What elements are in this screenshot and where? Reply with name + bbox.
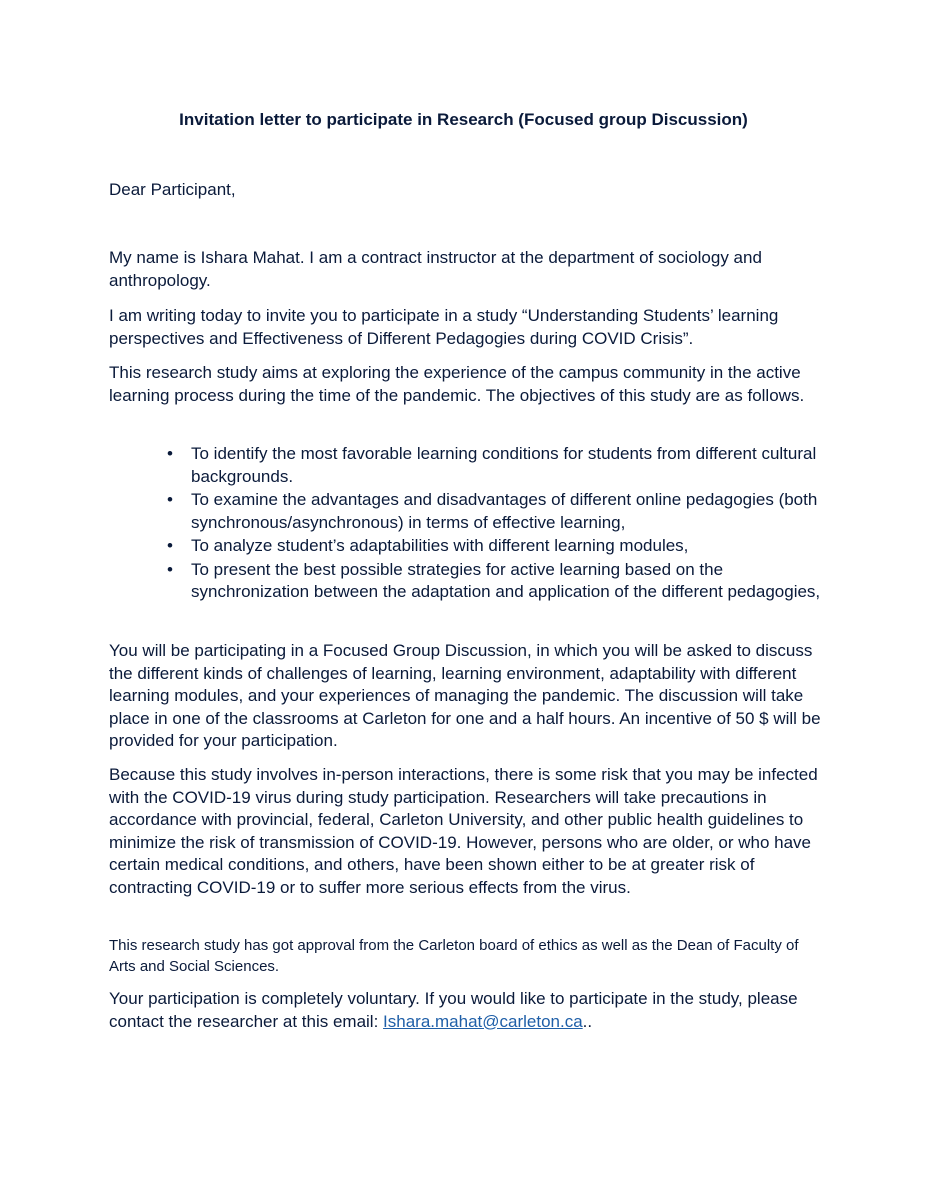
paragraph-participation: You will be participating in a Focused Group Discussion, in which you will be asked to discuss the different kinds of challenges of learning, learning environment, adaptability with different learning modules, and your experiences of managing the pandemic. The discussion will take place in one of the classrooms at Carleton for one and a half hours. An incentive of 50 $ will be provided for your participation. [109, 641, 821, 750]
paragraph-aims: This research study aims at exploring the experience of the campus community in the active learning process during the time of the pandemic. The objectives of this study are as follows. [109, 363, 805, 405]
objective-text: To examine the advantages and disadvantages of different online pedagogies (both synchronous/asynchronous) in terms of effective learning, [191, 490, 818, 532]
paragraph-ethics: This research study has got approval from the Carleton board of ethics as well as the Dean of Faculty of Arts and Social Sciences. [109, 937, 799, 975]
objective-item [109, 443, 821, 488]
paragraph-intro: My name is Ishara Mahat. I am a contract instructor at the department of sociology and anthropology. [109, 248, 762, 290]
contact-trailing-text: .. [582, 1011, 593, 1031]
bullet-icon: • [167, 559, 173, 579]
bullet-icon: • [167, 536, 173, 555]
paragraph-invite: I am writing today to invite you to participate in a study “Understanding Students’ learning perspectives and Effectiveness of Different Pedagogies during COVID Crisis”. [109, 306, 779, 348]
objectives-list [109, 443, 821, 605]
objective-text: To identify the most favorable learning conditions for students from different cultural backgrounds. [191, 444, 817, 486]
objective-item [109, 559, 821, 604]
bullet-icon: • [167, 444, 173, 463]
objective-text: To present the best possible strategies for active learning based on the synchronization between the adaptation and application of the different pedagogies, [191, 559, 821, 601]
paragraph-contact [109, 988, 821, 1033]
objective-item [109, 535, 821, 558]
greeting: Dear Participant, [109, 180, 236, 199]
contact-text: Your participation is completely voluntary. If you would like to participate in the study, please contact the researcher at this email: [109, 989, 798, 1031]
contact-email-link[interactable]: Ishara.mahat@carleton.ca [383, 1011, 583, 1031]
letter-title: Invitation letter to participate in Research (Focused group Discussion) [179, 110, 748, 129]
objective-item [109, 489, 821, 534]
paragraph-risk: Because this study involves in-person interactions, there is some risk that you may be infected with the COVID-19 virus during study participation. Researchers will take precautions in accordance with provincial, federal, Carleton University, and other public health guidelines to minimize the risk of transmission of COVID-19. However, persons who are older, or who have certain medical conditions, and others, have been shown either to be at greater risk of contracting COVID-19 or to suffer more serious effects from the virus. [109, 765, 818, 897]
objective-text: To analyze student’s adaptabilities with different learning modules, [191, 536, 689, 555]
bullet-icon: • [167, 490, 173, 509]
